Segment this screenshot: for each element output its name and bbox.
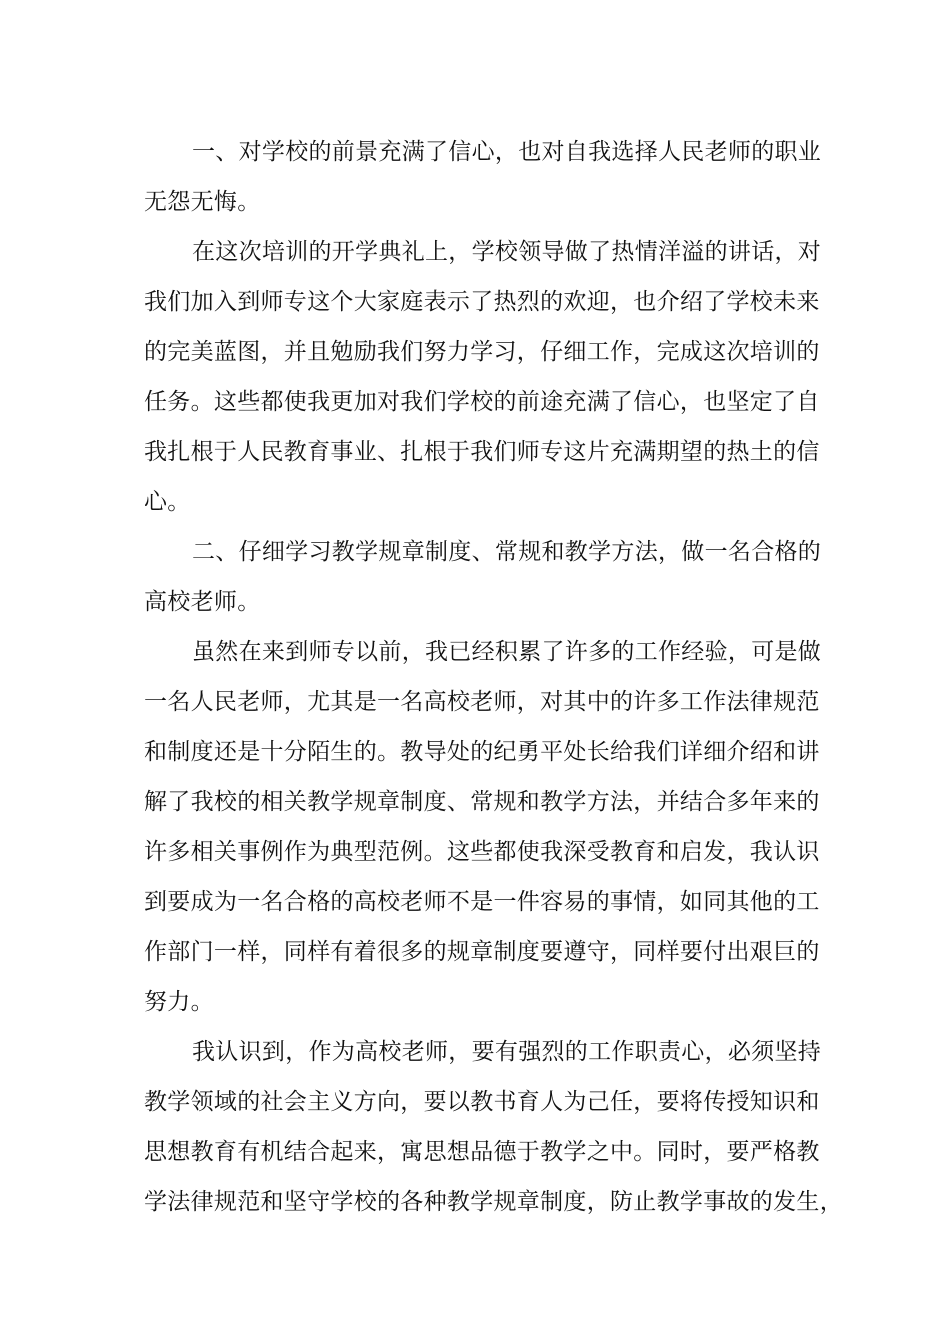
paragraph-3-line-4: 学法律规范和坚守学校的各种教学规章制度，防止教学事故的发生， [144, 1189, 843, 1215]
paragraph-3-line-1: 我认识到，作为高校老师，要有强烈的工作职责心，必须坚持 [192, 1039, 822, 1065]
paragraph-1-line-3: 的完美蓝图，并且勉励我们努力学习，仔细工作，完成这次培训的 [144, 339, 820, 365]
paragraph-2-line-1: 虽然在来到师专以前，我已经积累了许多的工作经验，可是做 [192, 639, 822, 665]
paragraph-3-line-3: 思想教育有机结合起来，寓思想品德于教学之中。同时，要严格教 [144, 1139, 820, 1165]
paragraph-1-line-1: 在这次培训的开学典礼上，学校领导做了热情洋溢的讲话，对 [192, 239, 822, 265]
paragraph-heading-1-line-1: 一、对学校的前景充满了信心，也对自我选择人民老师的职业 [192, 139, 822, 165]
paragraph-3-line-2: 教学领域的社会主义方向，要以教书育人为己任，要将传授知识和 [144, 1089, 820, 1115]
paragraph-2-line-5: 许多相关事例作为典型范例。这些都使我深受教育和启发，我认识 [144, 839, 820, 865]
paragraph-1-line-6: 心。 [144, 489, 191, 515]
paragraph-2-line-3: 和制度还是十分陌生的。教导处的纪勇平处长给我们详细介绍和讲 [144, 739, 820, 765]
paragraph-heading-2-line-2: 高校老师。 [144, 589, 261, 615]
paragraph-2-line-2: 一名人民老师，尤其是一名高校老师，对其中的许多工作法律规范 [144, 689, 820, 715]
paragraph-1-line-5: 我扎根于人民教育事业、扎根于我们师专这片充满期望的热土的信 [144, 439, 820, 465]
paragraph-2-line-6: 到要成为一名合格的高校老师不是一件容易的事情，如同其他的工 [144, 889, 820, 915]
paragraph-2-line-8: 努力。 [144, 989, 214, 1015]
paragraph-2-line-7: 作部门一样，同样有着很多的规章制度要遵守，同样要付出艰巨的 [144, 939, 820, 965]
paragraph-1-line-4: 任务。这些都使我更加对我们学校的前途充满了信心，也坚定了自 [144, 389, 820, 415]
paragraph-2-line-4: 解了我校的相关教学规章制度、常规和教学方法，并结合多年来的 [144, 789, 820, 815]
document-body [144, 127, 843, 1227]
paragraph-heading-2-line-1: 二、仔细学习教学规章制度、常规和教学方法，做一名合格的 [192, 539, 822, 565]
paragraph-heading-1-line-2: 无怨无悔。 [144, 189, 261, 215]
paragraph-1-line-2: 我们加入到师专这个大家庭表示了热烈的欢迎，也介绍了学校未来 [144, 289, 820, 315]
